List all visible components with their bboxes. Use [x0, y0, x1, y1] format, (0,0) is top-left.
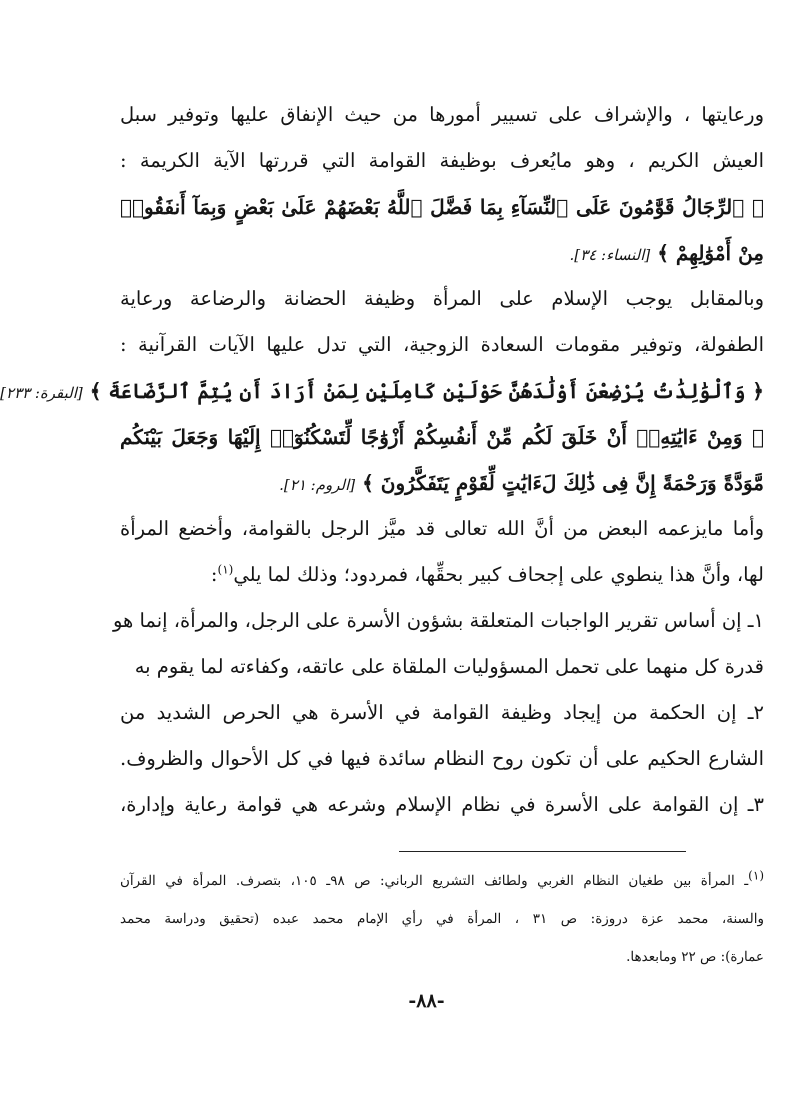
verse-reference: [البقرة: ٢٣٣] [0, 384, 83, 402]
text-line: العيش الكريم ، وهو مايُعرف بوظيفة القوامة التي قررتها الآية الكريمة : [120, 149, 764, 172]
line-text: لها، وأنَّ هذا ينطوي على إجحاف كبير بحقِّها، فمردود؛ وذلك لما يلي [233, 563, 764, 586]
verse-line [120, 460, 764, 506]
verse-text: وَمِنْ ءَايَٰتِهِۦٓ أَنْ خَلَقَ لَكُم مِّنْ أَنفُسِكُمْ أَزْوَٰجًا لِّتَسْكُنُوٓا۟ إِلَيْهَا وَجَعَلَ بَيْنَكُم [120, 425, 743, 449]
footnote-text: ـ المرأة بين طغيان النظام الغربي ولطائف التشريع الرباني: ص ٩٨ـ ١٠٥، بتصرف. المرأة في القرآن [120, 873, 749, 889]
verse-line [120, 184, 764, 230]
text-line: وأما مايزعمه البعض من أنَّ الله تعالى قد ميَّز الرجل بالقوامة، وأخضع المرأة [120, 517, 764, 540]
text-line [120, 552, 764, 598]
text-line: الشارع الحكيم على أن تكون روح النظام سائدة فيها في كل الأحوال والظروف. [120, 747, 764, 770]
text-line: وبالمقابل يوجب الإسلام على المرأة وظيفة الحضانة والرضاعة ورعاية [120, 287, 764, 310]
text-line: ٢ـ إن الحكمة من إيجاد وظيفة القوامة في الأسرة هي الحرص الشديد من [120, 701, 764, 724]
text-line: قدرة كل منهما على تحمل المسؤوليات الملقاة على عاتقه، وكفاءته لما يقوم به [134, 655, 764, 678]
ornate-bracket-open: ﴿ [752, 379, 764, 403]
footnote-marker[interactable]: (١) [217, 562, 234, 577]
ornate-bracket-open: ﴿ [751, 195, 764, 219]
verse-text: وَٱلْوَٰلِدَٰتُ يُرْضِعْنَ أَوْلَٰدَهُنَّ حَوْلَيْنِ كَامِلَيْنِ لِمَنْ أَرَادَ أَن يُتِمَّ ٱلرَّضَاعَةَ [108, 379, 746, 403]
main-text [0, 92, 764, 828]
footnote-line: والسنة، محمد عزة دروزة: ص ٣١ ، المرأة في رأي الإمام محمد عبده (تحقيق ودراسة محمد [120, 911, 764, 927]
ornate-bracket-open: ﴿ [751, 425, 764, 449]
footnote-line: عمارة): ص ٢٢ ومابعدها. [626, 949, 764, 965]
verse-line [120, 414, 764, 460]
footnotes [120, 862, 764, 976]
text-line: ورعايتها ، والإشراف على تسيير أمورها من حيث الإنفاق عليها وتوفير سبل [120, 103, 764, 126]
text-line: ٣ـ إن القوامة على الأسرة في نظام الإسلام وشرعه هي قوامة رعاية وإدارة، [120, 793, 764, 816]
footnote-number: (١) [748, 868, 764, 883]
verse-text: ٱلرِّجَالُ قَوَّٰمُونَ عَلَى ٱلنِّسَآءِ بِمَا فَضَّلَ ٱللَّهُ بَعْضَهُمْ عَلَىٰ بَعْضٍ وَبِمَآ أَنفَقُوا۟ [120, 195, 745, 219]
footnote-line [120, 862, 764, 900]
text-line: ١ـ إن أساس تقرير الواجبات المتعلقة بشؤون الأسرة على الرجل، والمرأة، إنما هو [112, 609, 764, 632]
ornate-bracket-close: ﴾ [362, 471, 374, 495]
ornate-bracket-close: ﴾ [89, 379, 102, 403]
text-line: الطفولة، وتوفير مقومات السعادة الزوجية، التي تدل عليها الآيات القرآنية : [120, 333, 764, 356]
verse-text: مَّوَدَّةً وَرَحْمَةً إِنَّ فِى ذَٰلِكَ لَءَايَٰتٍ لِّقَوْمٍ يَتَفَكَّرُونَ [380, 471, 764, 495]
page-number: -٨٨- [408, 990, 445, 1012]
verse-line [120, 230, 764, 276]
line-punctuation: : [210, 563, 218, 586]
verse-reference: [الروم: ٢١]. [279, 476, 356, 494]
verse-text: مِنْ أَمْوَٰلِهِمْ [675, 241, 764, 265]
ornate-bracket-close: ﴾ [657, 241, 669, 265]
footnote-separator [399, 851, 686, 852]
verse-line [0, 368, 764, 414]
verse-reference: [النساء: ٣٤]. [569, 246, 651, 264]
